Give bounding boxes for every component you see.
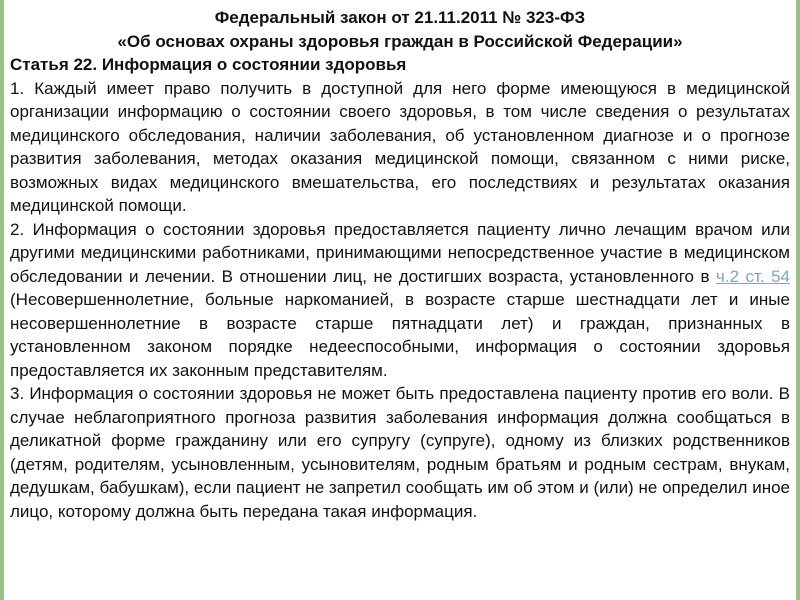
paragraph-1: 1. Каждый имеет право получить в доступной для него форме имеющуюся в медицинской организации информацию о состоянии своего здоровья, в том числе сведения о результатах медицинского обследования, наличии заболевания, об установленном диагнозе и о прогнозе развития заболевания, методах оказания медицинской помощи, связанном с ними риске, возможных видах медицинского вмешательства, его последствиях и результатах оказания медицинской помощи.	[10, 78, 790, 215]
paragraph-2-text-start: 2. Информация о состоянии здоровья предоставляется пациенту лично лечащим врачом или другими медицинскими работниками, принимающими непосредственное участие в медицинском обследовании и лечении. В отношении лиц, не достигших возраста, установленного в	[10, 219, 790, 286]
article-heading: Статья 22. Информация о состоянии здоровья	[10, 55, 407, 74]
paragraph-2	[10, 218, 790, 383]
law-title: Федеральный закон от 21.11.2011 № 323-ФЗ	[214, 8, 586, 27]
law-name: «Об основах охраны здоровья граждан в Российской Федерации»	[117, 31, 683, 51]
article-54-link[interactable]: ч.2 ст. 54	[715, 266, 790, 286]
slide-page	[4, 0, 796, 600]
document-body	[10, 6, 790, 523]
paragraph-3: 3. Информация о состоянии здоровья не может быть предоставлена пациенту против его воли. В случае неблагоприятного прогноза развития заболевания информация должна сообщаться в деликатной форме гражданину или его супругу (супруге), одному из близких родственников (детям, родителям, усыновленным, усыновителям, родным братьям и родным сестрам, внукам, дедушкам, бабушкам), если пациент не запретил сообщать им об этом и (или) не определил иное лицо, которому должна быть передана такая информация.	[10, 384, 790, 521]
paragraph-2-text-end: (Несовершеннолетние, больные наркоманией, в возрасте старше шестнадцати лет и иные несовершеннолетние в возрасте старше пятнадцати лет) и граждан, признанных в установленном законом порядке недееспособными, информация о состоянии здоровья предоставляется их законным представителям.	[10, 290, 790, 380]
